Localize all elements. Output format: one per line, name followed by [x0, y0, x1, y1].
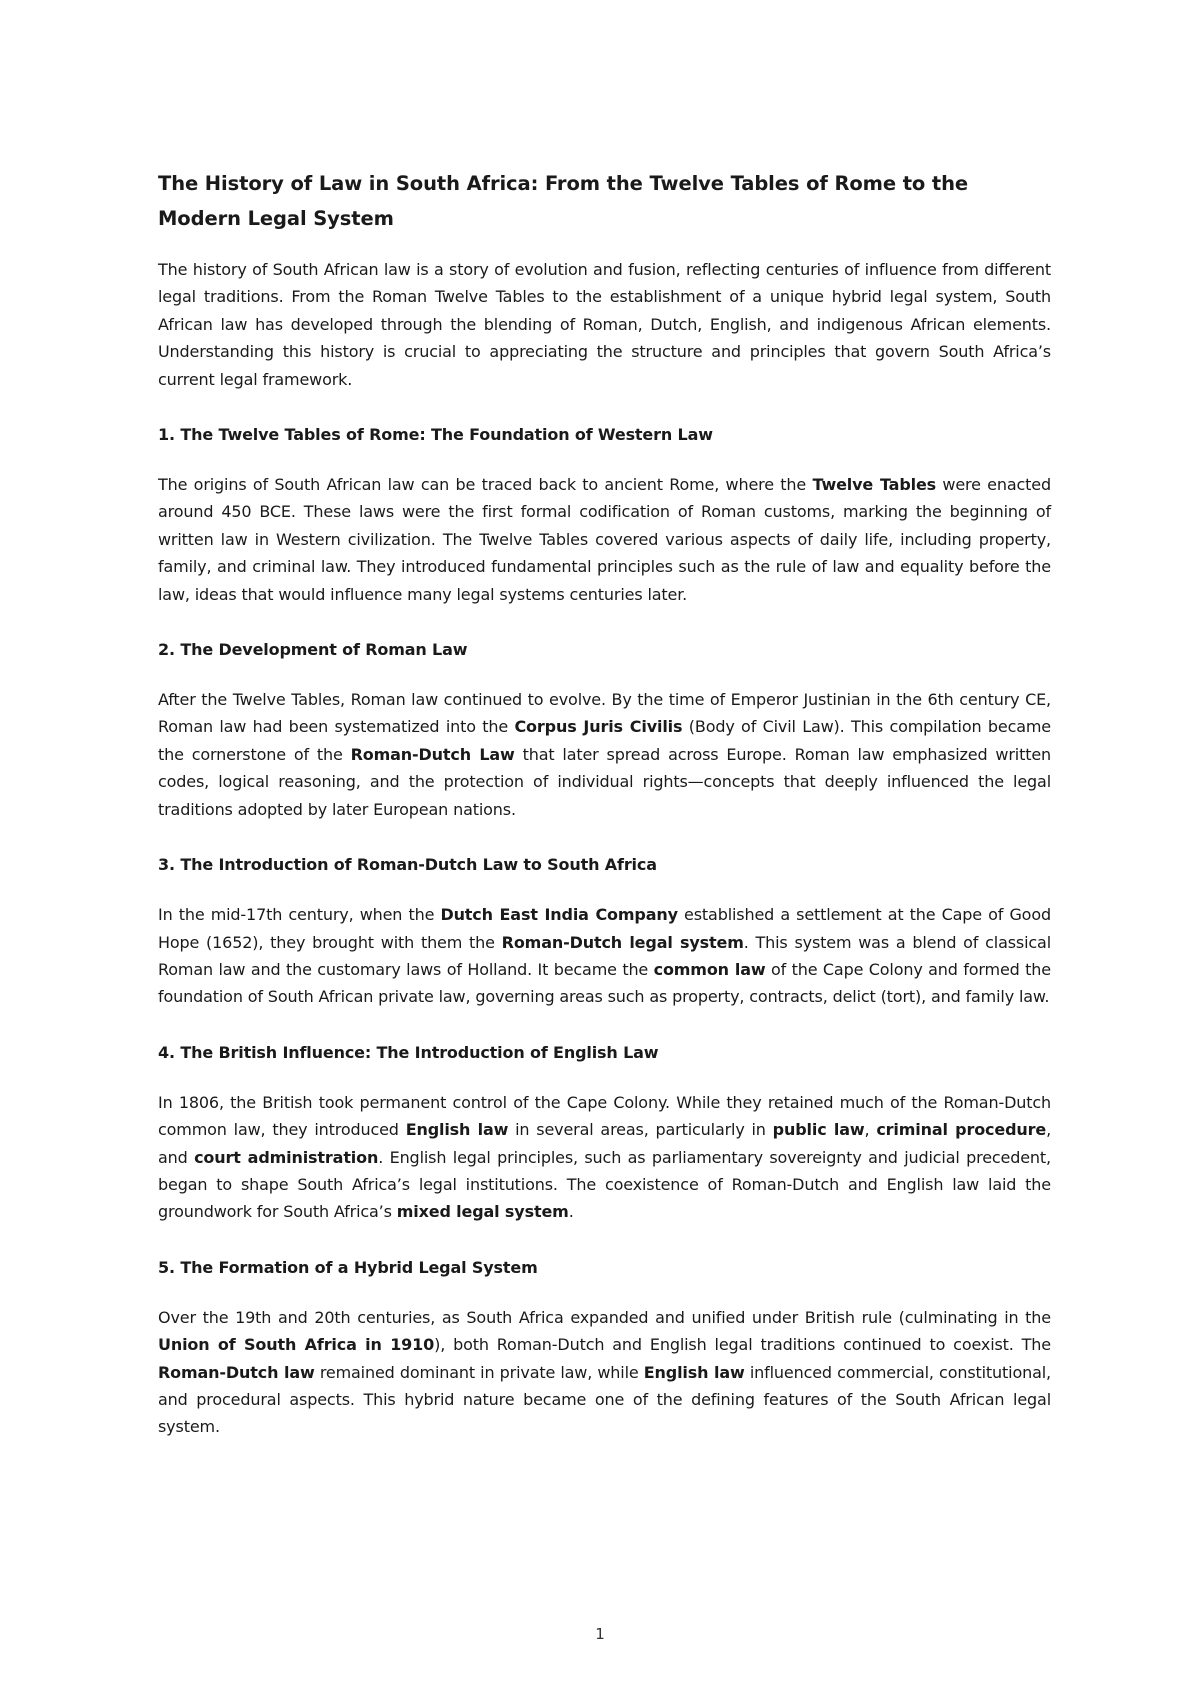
bold-term: Roman-Dutch Law: [350, 744, 515, 764]
bold-term: English law: [643, 1362, 745, 1382]
text-run: .: [568, 1202, 574, 1222]
bold-term: public law: [772, 1120, 865, 1140]
text-run: remained dominant in private law, while: [314, 1362, 644, 1382]
bold-term: Corpus Juris Civilis: [514, 717, 683, 737]
text-run: (Body of Civil Law). This compilation became the cornerstone of the: [158, 717, 1051, 764]
bold-term: common law: [653, 959, 766, 979]
bold-term: Twelve Tables: [812, 475, 937, 495]
section-heading: 3. The Introduction of Roman-Dutch Law to South Africa: [158, 855, 657, 875]
section-heading: 1. The Twelve Tables of Rome: The Foundation of Western Law: [158, 425, 713, 445]
section-paragraph: [158, 686, 1051, 823]
bold-term: court administration: [194, 1147, 379, 1167]
text-run: In 1806, the British took permanent control of the Cape Colony. While they retained much of the Roman-Dutch common law, they introduced: [158, 1092, 1051, 1140]
intro-paragraph: The history of South African law is a story of evolution and fusion, reflecting centuries of influence from different legal traditions. From the Roman Twelve Tables to the establishment of a unique hybrid legal system, South African law has developed through the blending of Roman, Dutch, English, and indigenous African elements. Understanding this history is crucial to appreciating the structure and principles that govern South Africa’s current legal framework.: [158, 260, 1051, 389]
text-run: that later spread across Europe. Roman law emphasized written codes, logical reasoning, and the protection of individual rights—concepts that deeply influenced the legal traditions adopted by later European nations.: [158, 744, 1051, 819]
text-run: established a settlement at the Cape of Good Hope (1652), they brought with them the: [158, 905, 1051, 952]
document-content: [158, 166, 1051, 1469]
text-run: ,: [864, 1120, 877, 1140]
text-run: After the Twelve Tables, Roman law continued to evolve. By the time of Emperor Justinian in the 6th century CE, Roman law had been systematized into the: [158, 690, 1051, 737]
text-run: , and: [158, 1120, 1051, 1167]
sections-container: [158, 421, 1051, 1441]
bold-term: criminal procedure: [876, 1120, 1047, 1140]
section-heading: 5. The Formation of a Hybrid Legal System: [158, 1257, 538, 1277]
text-run: ), both Roman-Dutch and English legal traditions continued to coexist. The: [434, 1335, 1051, 1355]
bold-term: Roman-Dutch law: [158, 1362, 315, 1382]
bold-term: mixed legal system: [396, 1202, 569, 1222]
bold-term: English law: [405, 1120, 509, 1140]
bold-term: Union of South Africa in 1910: [158, 1335, 435, 1355]
section-heading: 2. The Development of Roman Law: [158, 640, 468, 660]
text-run: . This system was a blend of classical Roman law and the customary laws of Holland. It became the: [158, 932, 1051, 979]
section-paragraph: [158, 471, 1051, 608]
text-run: In the mid-17th century, when the: [158, 905, 441, 925]
section-paragraph: [158, 1089, 1051, 1226]
section-heading: 4. The British Influence: The Introduction of English Law: [158, 1042, 659, 1062]
text-run: The origins of South African law can be traced back to ancient Rome, where the: [158, 475, 813, 495]
page-number: 1: [595, 1625, 605, 1643]
section-paragraph: [158, 1304, 1051, 1441]
text-run: . English legal principles, such as parliamentary sovereignty and judicial precedent, began to shape South Africa’s legal institutions. The coexistence of Roman-Dutch and English law laid the groundwork for South Africa’s: [158, 1147, 1051, 1222]
document-title: The History of Law in South Africa: From the Twelve Tables of Rome to the Modern Legal System: [158, 172, 969, 230]
text-run: influenced commercial, constitutional, and procedural aspects. This hybrid nature became one of the defining features of the South African legal system.: [158, 1362, 1051, 1437]
text-run: Over the 19th and 20th centuries, as South Africa expanded and unified under British rule (culminating in the: [158, 1307, 1051, 1327]
text-run: were enacted around 450 BCE. These laws were the first formal codification of Roman customs, marking the beginning of written law in Western civilization. The Twelve Tables covered various aspects of daily life, including property, family, and criminal law. They introduced fundamental principles such as the rule of law and equality before the law, ideas that would influence many legal systems centuries later.: [158, 475, 1051, 604]
text-run: in several areas, particularly in: [508, 1120, 773, 1140]
section-paragraph: [158, 901, 1051, 1011]
bold-term: Dutch East India Company: [440, 905, 678, 925]
bold-term: Roman-Dutch legal system: [501, 932, 744, 952]
text-run: of the Cape Colony and formed the foundation of South African private law, governing areas such as property, contracts, delict (tort), and family law.: [158, 959, 1051, 1007]
